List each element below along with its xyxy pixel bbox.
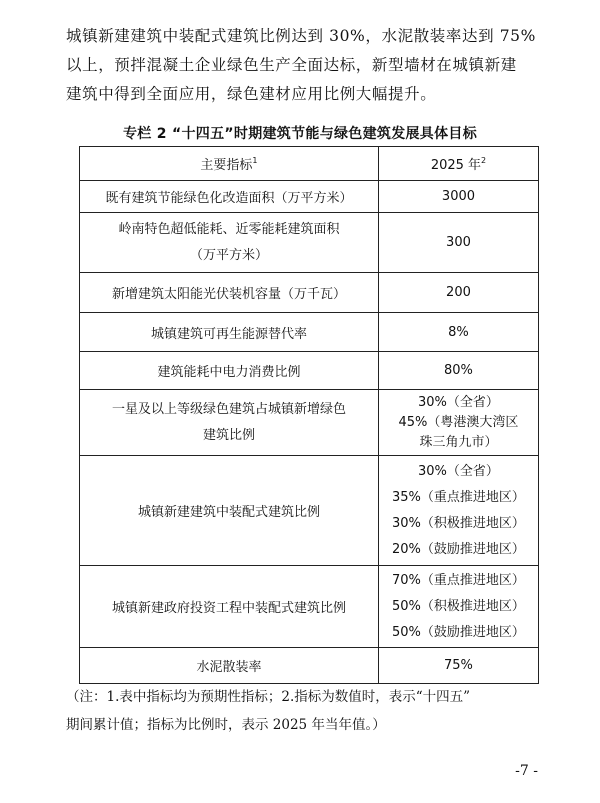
note-line: 期间累计值；指标为比例时，表示 2025 年当年值。）: [66, 717, 386, 733]
value-line: 30%（全省）: [418, 463, 499, 479]
table-row: [80, 648, 539, 684]
table-header-row: [80, 147, 539, 181]
value-line: 70%（重点推进地区）: [392, 572, 525, 588]
value-line: 30%（全省）: [418, 394, 499, 410]
table-row: [80, 566, 539, 648]
header-year-label: 2025 年: [430, 158, 482, 173]
indicator-cell: 城镇新建建筑中装配式建筑比例: [80, 456, 379, 566]
table-row: [80, 352, 539, 390]
value-line: 45%（粤港澳大湾区: [398, 414, 519, 430]
indicator-line: 建筑比例: [202, 427, 255, 443]
value-cell: [378, 456, 538, 566]
value-cell: 8%: [378, 313, 538, 352]
value-cell: 80%: [378, 352, 538, 390]
value-cell: 300: [378, 213, 538, 273]
indicator-cell: 建筑能耗中电力消费比例: [80, 352, 379, 390]
value-line: 20%（鼓励推进地区）: [392, 541, 525, 557]
indicator-cell: [80, 213, 379, 273]
value-cell: 3000: [378, 181, 538, 213]
value-line: 50%（积极推进地区）: [392, 598, 525, 614]
table-row: [80, 213, 539, 273]
indicator-cell: 城镇建筑可再生能源替代率: [80, 313, 379, 352]
targets-table: [79, 146, 539, 684]
note-line: （注：1.表中指标均为预期性指标；2.指标为数值时，表示“十四五”: [66, 689, 471, 705]
value-line: 珠三角九市）: [419, 434, 498, 450]
intro-paragraph: [66, 22, 536, 109]
indicator-line: 岭南特色超低能耗、近零能耗建筑面积: [118, 221, 340, 237]
value-cell: 200: [378, 273, 538, 313]
indicator-line: 一星及以上等级绿色建筑占城镇新增绿色: [111, 401, 346, 417]
table-note: [66, 683, 546, 739]
indicator-cell: 既有建筑节能绿色化改造面积（万平方米）: [80, 181, 379, 213]
table-row: [80, 273, 539, 313]
footnote-marker: 1: [252, 156, 258, 165]
value-line: 35%（重点推进地区）: [392, 489, 525, 505]
intro-line: 以上，预拌混凝土企业绿色生产全面达标，新型墙材在城镇新建: [66, 56, 517, 74]
table-row: [80, 313, 539, 352]
value-cell: [378, 390, 538, 456]
header-indicator: [80, 147, 379, 181]
value-cell: [378, 566, 538, 648]
table-caption: 专栏 2 “十四五”时期建筑节能与绿色建筑发展具体目标: [123, 126, 477, 142]
table-row: [80, 456, 539, 566]
indicator-cell: 城镇新建政府投资工程中装配式建筑比例: [80, 566, 379, 648]
indicator-cell: [80, 390, 379, 456]
header-indicator-label: 主要指标: [200, 158, 253, 173]
header-year: [378, 147, 538, 181]
indicator-line: （万平方米）: [189, 247, 268, 263]
intro-line: 建筑中得到全面应用，绿色建材应用比例大幅提升。: [66, 85, 437, 103]
value-cell: 75%: [378, 648, 538, 684]
intro-line: 城镇新建建筑中装配式建筑比例达到 30%，水泥散装率达到 75%: [66, 27, 536, 45]
page-number: -7 -: [515, 763, 538, 779]
footnote-marker: 2: [481, 156, 487, 165]
indicator-cell: 水泥散装率: [80, 648, 379, 684]
table-row: [80, 181, 539, 213]
table-row: [80, 390, 539, 456]
value-line: 50%（鼓励推进地区）: [392, 624, 525, 640]
value-line: 30%（积极推进地区）: [392, 515, 525, 531]
indicator-cell: 新增建筑太阳能光伏装机容量（万千瓦）: [80, 273, 379, 313]
